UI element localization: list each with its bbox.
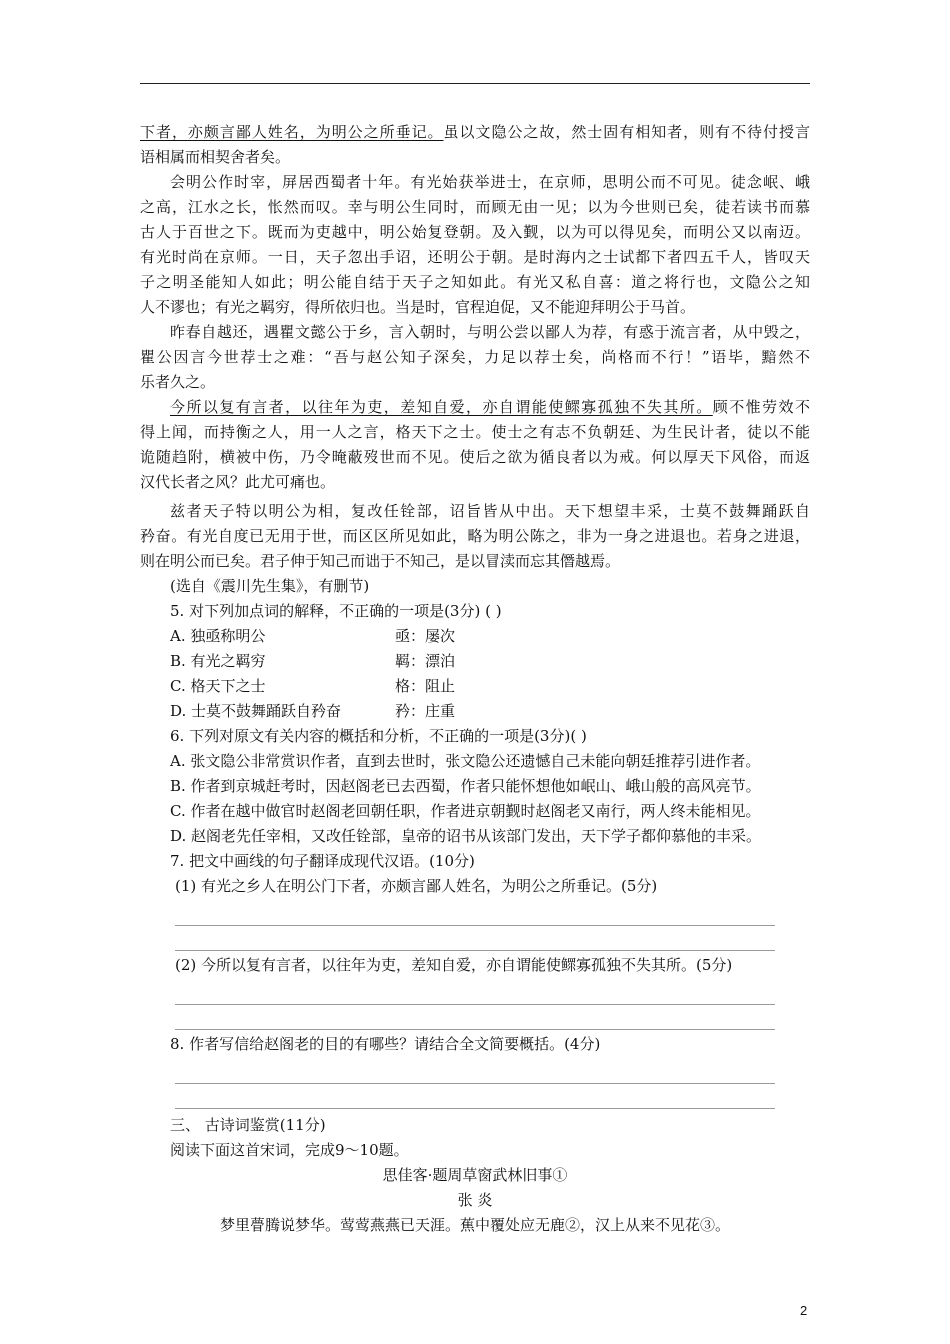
question-5-option-a: A. 独亟称明公 亟：屡次 [170, 627, 456, 645]
answer-line[interactable] [175, 1057, 775, 1084]
passage-line: 有光时尚在京师。一日，天子忽出手诏，还明公于朝。是时海内之士试都下者四五千人，皆叹天 [140, 248, 810, 266]
poem-author: 张 炎 [457, 1191, 493, 1209]
passage-line: 古人于百世之下。既而为吏越中，明公始复登朝。及入觐，以为可以得见矣，而明公又以南迈。 [140, 223, 810, 241]
passage-line: 昨春自越还，遇瞿文懿公于乡，言入朝时，与明公尝以鄙人为荐，有惑于流言者，从中毁之， [170, 323, 810, 341]
question-8-stem: 8. 作者写信给赵阁老的目的有哪些？请结合全文简要概括。(4分) [170, 1035, 601, 1053]
passage-line: 之高，江水之长，怅然而叹。幸与明公生同时，而顾无由一见；以为今世则已矣，徒若读书而慕 [140, 198, 810, 216]
question-7-stem: 7. 把文中画线的句子翻译成现代汉语。(10分) [170, 852, 475, 870]
question-6-option-d: D. 赵阁老先任宰相，又改任铨部，皇帝的诏书从该部门发出，天下学子都仰慕他的丰采。 [170, 827, 762, 845]
passage-line: 矜奋。有光自度已无用于世，而区区所见如此，略为明公陈之，非为一身之进退也。若身之进退， [140, 527, 810, 545]
question-5-stem: 5. 对下列加点词的解释，不正确的一项是(3分) ( ) [170, 602, 502, 620]
question-7-sub-2: (2) 今所以复有言者，以往年为吏，差知自爱，亦自谓能使鳏寡孤独不失其所。(5分) [175, 956, 733, 974]
question-6-option-a: A. 张文隐公非常赏识作者，直到去世时，张文隐公还遗憾自己未能向朝廷推荐引进作者。 [170, 752, 761, 770]
section-3-intro: 阅读下面这首宋词，完成9～10题。 [170, 1141, 409, 1159]
answer-line[interactable] [175, 1005, 775, 1030]
passage-line: 则在明公而已矣。君子伸于知己而诎于不知己，是以冒渎而忘其僭越焉。 [140, 552, 621, 570]
document-body [140, 120, 810, 1238]
passage-line: 诡随趋附，横被中伤，乃令晻蔽歿世而不见。使后之欲为循良者以为戒。何以厚天下风俗，而返 [140, 448, 810, 466]
passage-line: 子之明圣能知人如此；明公能自结于天子之知如此。有光又私自喜：道之将行也，文隐公之知 [140, 273, 810, 291]
question-6-stem: 6. 下列对原文有关内容的概括和分析，不正确的一项是(3分)( ) [170, 727, 587, 745]
passage-line: 语相属而相契舍者矣。 [140, 148, 291, 166]
passage-line: 兹者天子特以明公为相，复改任铨部，诏旨皆从中出。天下想望丰采，士莫不鼓舞踊跃自 [170, 502, 810, 520]
underlined-sentence-2: 今所以复有言者，以往年为吏，差知自爱，亦自谓能使鳏寡孤独不失其所。 [170, 398, 713, 416]
answer-line[interactable] [175, 926, 775, 951]
passage-line: 乐者久之。 [140, 373, 216, 391]
passage-line: 会明公作时宰，屏居西蜀者十年。有光始获举进士，在京师，思明公而不可见。徒念岷、峨 [170, 173, 810, 191]
header-rule [140, 83, 810, 84]
section-3-heading: 三、 古诗词鉴赏(11分) [170, 1116, 326, 1134]
poem-line: 梦里瞢腾说梦华。莺莺燕燕已天涯。蕉中覆处应无鹿②，汉上从来不见花③。 [219, 1216, 730, 1234]
answer-line[interactable] [175, 899, 775, 926]
passage-line: 今所以复有言者，以往年为吏，差知自爱，亦自谓能使鳏寡孤独不失其所。顾不惟劳效不 [170, 398, 810, 416]
underlined-sentence-1: 下者，亦颇言鄙人姓名，为明公之所垂记。 [140, 123, 444, 141]
poem-title: 思佳客·题周草窗武林旧事① [382, 1166, 568, 1184]
passage-line: 人不谬也；有光之羁穷，得所依归也。当是时，官程迫促，又不能迎拜明公于马首。 [140, 298, 696, 316]
answer-line[interactable] [175, 978, 775, 1005]
source-note: (选自《震川先生集》，有删节) [170, 577, 370, 595]
passage-line: 得上闻，而持衡之人，用一人之言，格天下之士。使士之有志不负朝廷、为生民计者，徒以不能 [140, 423, 810, 441]
answer-line[interactable] [175, 1084, 775, 1109]
passage-line: 汉代长者之风？此尤可痛也。 [140, 473, 336, 491]
page-number: 2 [800, 1303, 808, 1318]
question-6-option-b: B. 作者到京城赶考时，因赵阁老已去西蜀，作者只能怀想他如岷山、峨山般的高风亮节。 [170, 777, 761, 795]
question-5-option-b: B. 有光之羁穷 羁：漂泊 [170, 652, 456, 670]
passage-line: 瞿公因言今世荐士之难：“吾与赵公知子深矣，力足以荐士矣，尚格而不行！”语毕，黯然不 [140, 348, 810, 366]
question-5-option-c: C. 格天下之士 格：阻止 [170, 677, 456, 695]
question-5-option-d: D. 士莫不鼓舞踊跃自矜奋 矜：庄重 [170, 702, 456, 720]
question-7-sub-1: (1) 有光之乡人在明公门下者，亦颇言鄙人姓名，为明公之所垂记。(5分) [175, 877, 658, 895]
passage-line: 下者，亦颇言鄙人姓名，为明公之所垂记。虽以文隐公之故，然士固有相知者，则有不待付授言 [140, 123, 810, 141]
question-6-option-c: C. 作者在越中做官时赵阁老回朝任职，作者进京朝觐时赵阁老又南行，两人终未能相见。 [170, 802, 761, 820]
